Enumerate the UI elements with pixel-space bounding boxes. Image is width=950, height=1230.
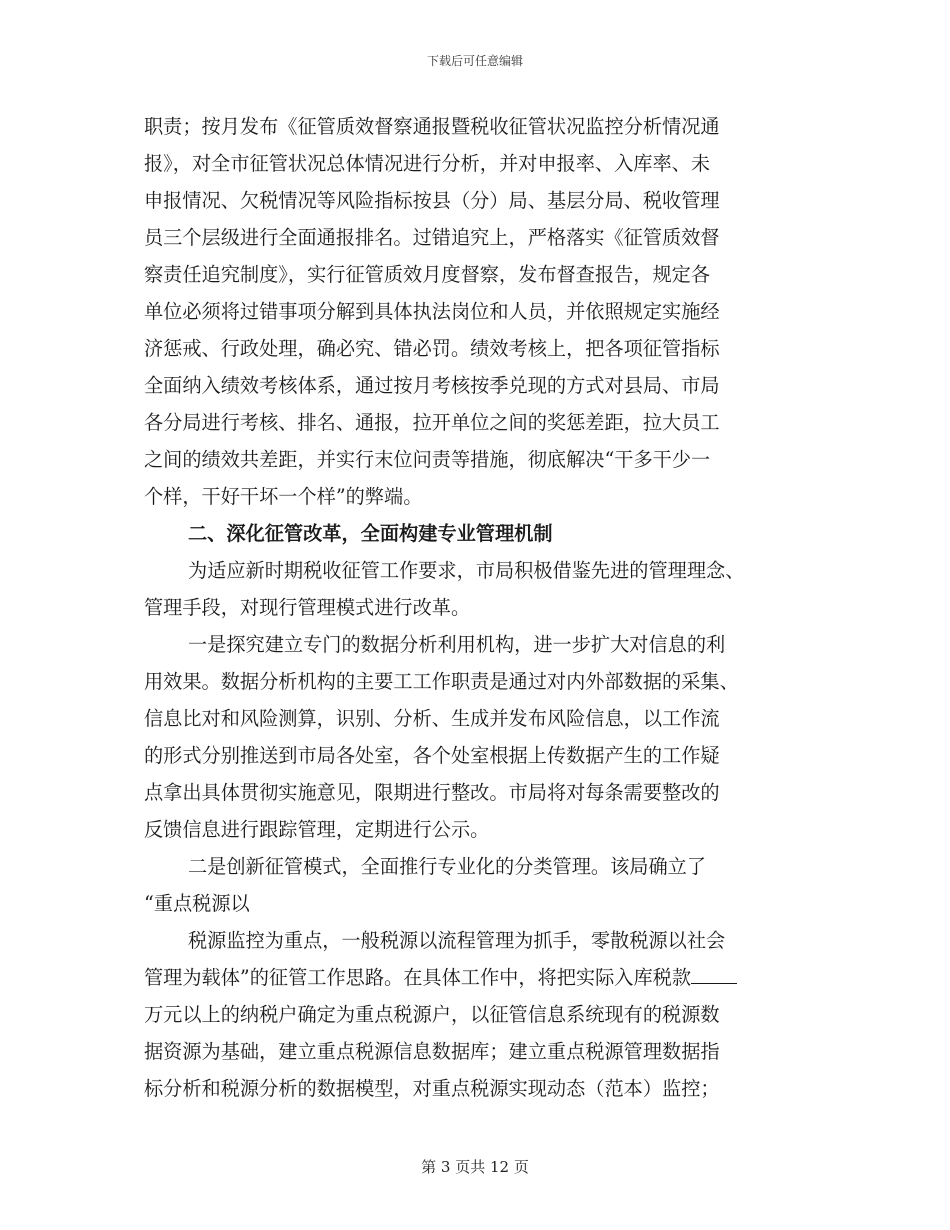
body-line: 万元以上的纳税户确定为重点税源户，以征管信息系统现有的税源数 bbox=[144, 1003, 720, 1026]
body-line: 反馈信息进行跟踪管理，定期进行公示。 bbox=[144, 818, 490, 841]
page-header: 下载后可任意编辑 bbox=[426, 54, 523, 68]
body-line: 个样，干好干坏一个样”的弊端。 bbox=[144, 485, 423, 508]
body-line: 员三个层级进行全面通报排名。过错追究上，严格落实《征管质效督 bbox=[144, 226, 720, 249]
body-line: 据资源为基础，建立重点税源信息数据库；建立重点税源管理数据指 bbox=[144, 1040, 720, 1063]
body-line: 察责任追究制度》，实行征管质效月度督察，发布督查报告，规定各 bbox=[144, 263, 711, 286]
body-line: 的形式分别推送到市局各处室，各个处室根据上传数据产生的工作疑 bbox=[144, 744, 720, 767]
body-line: 职责；按月发布《征管质效督察通报暨税收征管状况监控分析情况通 bbox=[144, 115, 720, 138]
body-line: 济惩戒、行政处理，确必究、错必罚。绩效考核上，把各项征管指标 bbox=[144, 337, 720, 360]
body-line: “重点税源以 bbox=[144, 892, 250, 915]
fill-in-blank bbox=[691, 965, 737, 984]
body-line: 全面纳入绩效考核体系，通过按月考核按季兑现的方式对县局、市局 bbox=[144, 374, 720, 397]
paragraph-start: 为适应新时期税收征管工作要求，市局积极借鉴先进的管理理念、 bbox=[188, 559, 745, 582]
paragraph-start: 一是探究建立专门的数据分析利用机构，进一步扩大对信息的利 bbox=[188, 633, 726, 656]
body-line-with-blank bbox=[144, 959, 808, 996]
body-line: 点拿出具体贯彻实施意见，限期进行整改。市局将对每条需要整改的 bbox=[144, 781, 720, 804]
body-line: 申报情况、欠税情况等风险指标按县（分）局、基层分局、税收管理 bbox=[144, 189, 720, 212]
document-body bbox=[144, 108, 808, 1107]
body-line-text: 管理为载体”的征管工作思路。在具体工作中，将把实际入库税款 bbox=[144, 966, 692, 989]
page-footer: 第 3 页共 12 页 bbox=[421, 1158, 529, 1176]
body-line: 信息比对和风险测算，识别、分析、生成并发布风险信息，以工作流 bbox=[144, 707, 720, 730]
body-line: 单位必须将过错事项分解到具体执法岗位和人员，并依照规定实施经 bbox=[144, 300, 720, 323]
body-line: 标分析和税源分析的数据模型，对重点税源实现动态（范本）监控； bbox=[144, 1077, 720, 1100]
paragraph-start: 税源监控为重点，一般税源以流程管理为抓手，零散税源以社会 bbox=[188, 929, 726, 952]
body-line: 管理手段，对现行管理模式进行改革。 bbox=[144, 596, 471, 619]
body-line: 用效果。数据分析机构的主要工工作职责是通过对内外部数据的采集、 bbox=[144, 670, 739, 693]
paragraph-start: 二是创新征管模式，全面推行专业化的分类管理。该局确立了 bbox=[188, 855, 707, 878]
body-line: 报》，对全市征管状况总体情况进行分析，并对申报率、入库率、未 bbox=[144, 152, 711, 175]
body-line: 之间的绩效共差距，并实行末位问责等措施，彻底解决“干多干少一 bbox=[144, 448, 711, 471]
section-heading: 二、深化征管改革，全面构建专业管理机制 bbox=[188, 522, 553, 545]
body-line: 各分局进行考核、排名、通报，拉开单位之间的奖惩差距，拉大员工 bbox=[144, 411, 720, 434]
